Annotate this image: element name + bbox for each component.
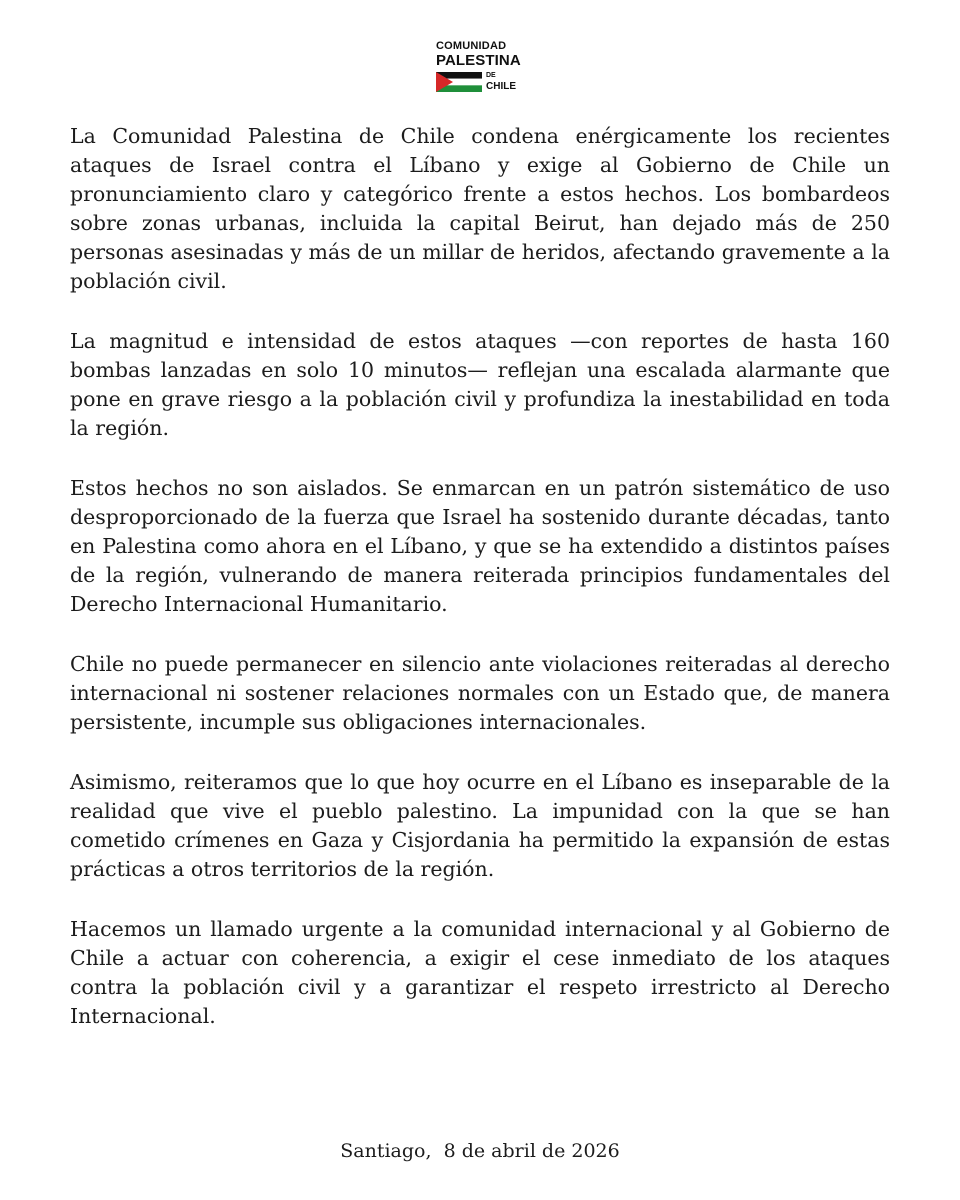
paragraph-3: Estos hechos no son aislados. Se enmarcan en un patrón sistemático de uso desproporcionado de la fuerza que Israel ha sostenido durante décadas, tanto en Palestina como ahora en el Líbano, y que se ha extendido a distintos países de la región, vulnerando de manera reiterada principios fundamentales del Derecho Internacional Humanitario.	[70, 476, 890, 616]
paragraph-5: Asimismo, reiteramos que lo que hoy ocurre en el Líbano es inseparable de la realidad que vive el pueblo palestino. La impunidad con la que se han cometido crímenes en Gaza y Cisjordania ha permitido la expansión de estas prácticas a otros territorios de la región.	[70, 770, 890, 881]
logo-text-de: DE	[486, 72, 496, 79]
logo-text-comunidad: COMUNIDAD	[436, 40, 507, 52]
logo-text-palestina: PALESTINA	[436, 52, 521, 69]
palestine-flag-icon	[436, 72, 482, 92]
paragraph-4: Chile no puede permanecer en silencio ante violaciones reiteradas al derecho internacional ni sostener relaciones normales con un Estado que, de manera persistente, incumple sus obligaciones internacionales.	[70, 652, 890, 734]
place-and-date: Santiago, 8 de abril de 2026	[340, 1140, 620, 1162]
organization-logo	[436, 38, 526, 94]
paragraph-6: Hacemos un llamado urgente a la comunidad internacional y al Gobierno de Chile a actuar con coherencia, a exigir el cese inmediato de los ataques contra la población civil y a garantizar el respeto irrestricto al Derecho Internacional.	[70, 917, 890, 1028]
logo-text-chile: CHILE	[486, 81, 516, 92]
paragraph-2: La magnitud e intensidad de estos ataques —con reportes de hasta 160 bombas lanzadas en solo 10 minutos— reflejan una escalada alarmante que pone en grave riesgo a la población civil y profundiza la inestabilidad en toda la región.	[70, 329, 890, 440]
paragraph-1: La Comunidad Palestina de Chile condena enérgicamente los recientes ataques de Israel contra el Líbano y exige al Gobierno de Chile un pronunciamiento claro y categórico frente a estos hechos. Los bombardeos sobre zonas urbanas, incluida la capital Beirut, han dejado más de 250 personas asesinadas y más de un millar de heridos, afectando gravemente a la población civil.	[70, 124, 890, 293]
statement-body	[70, 122, 890, 1062]
